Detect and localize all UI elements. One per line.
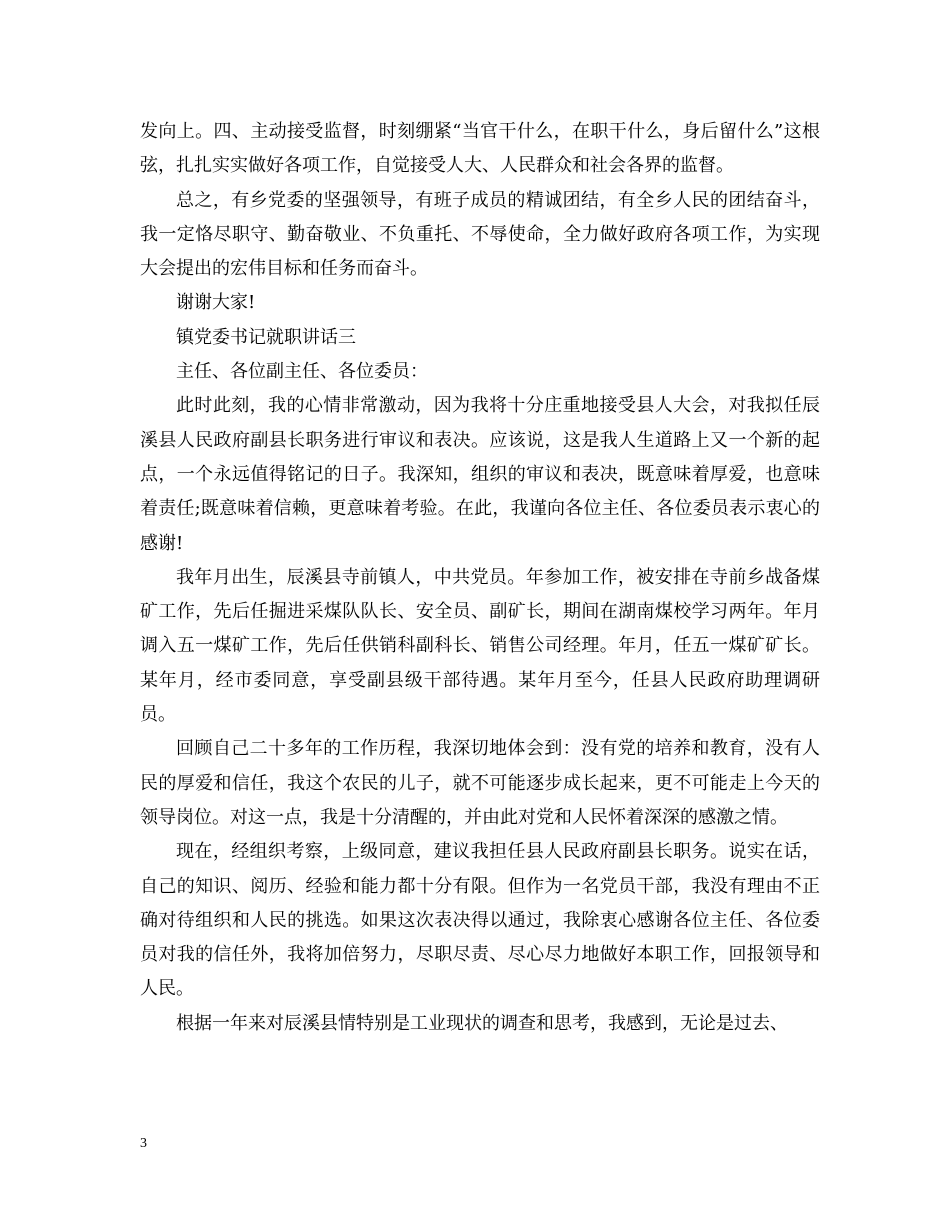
- paragraph-conclusion: 总之，有乡党委的坚强领导，有班子成员的精诚团结，有全乡人民的团结奋斗，我一定恪尽职守、勤奋敬业、不负重托、不辱使命，全力做好政府各项工作，为实现大会提出的宏伟目标和任务而奋斗。: [140, 189, 820, 280]
- paragraph-continuation: 发向上。四、主动接受监督，时刻绷紧“当官干什么，在职干什么，身后留什么”这根弦，扎扎实实做好各项工作，自觉接受人大、人民群众和社会各界的监督。: [140, 121, 820, 177]
- body-text: [140, 115, 820, 1041]
- paragraph-reflection: 回顾自己二十多年的工作历程，我深切地体会到：没有党的培养和教育，没有人民的厚爱和信任，我这个农民的儿子，就不可能逐步成长起来，更不可能走上今天的领导岗位。对这一点，我是十分清醒的，并由此对党和人民怀着深深的感激之情。: [140, 738, 820, 828]
- salutation: 主任、各位副主任、各位委员：: [176, 361, 428, 383]
- page-number: 3: [140, 1136, 147, 1151]
- paragraph-nomination: 现在，经组织考察，上级同意，建议我担任县人民政府副县长职务。说实在话，自己的知识、阅历、经验和能力都十分有限。但作为一名党员干部，我没有理由不正确对待组织和人民的挑选。如果这次表决得以通过，我除衷心感谢各位主任、各位委员对我的信任外，我将加倍努力，尽职尽责、尽心尽力地做好本职工作，回报领导和人民。: [140, 841, 820, 1000]
- paragraph-opening: 此时此刻，我的心情非常激动，因为我将十分庄重地接受县人大会，对我拟任辰溪县人民政府副县长职务进行审议和表决。应该说，这是我人生道路上又一个新的起点，一个永远值得铭记的日子。我深知，组织的审议和表决，既意味着厚爱，也意味着责任;既意味着信赖，更意味着考验。在此，我谨向各位主任、各位委员表示衷心的感谢!: [140, 395, 820, 554]
- paragraph-analysis: 根据一年来对辰溪县情特别是工业现状的调查和思考，我感到，无论是过去、: [176, 1012, 788, 1034]
- section-heading: 镇党委书记就职讲话三: [176, 326, 356, 348]
- paragraph-biography: 我年月出生，辰溪县寺前镇人，中共党员。年参加工作，被安排在寺前乡战备煤矿工作，先后任掘进采煤队队长、安全员、副矿长，期间在湖南煤校学习两年。年月调入五一煤矿工作，先后任供销科副科长、销售公司经理。年月，任五一煤矿矿长。某年月，经市委同意，享受副县级干部待遇。某年月至今，任县人民政府助理调研员。: [140, 566, 820, 726]
- paragraph-thanks: 谢谢大家!: [176, 292, 256, 314]
